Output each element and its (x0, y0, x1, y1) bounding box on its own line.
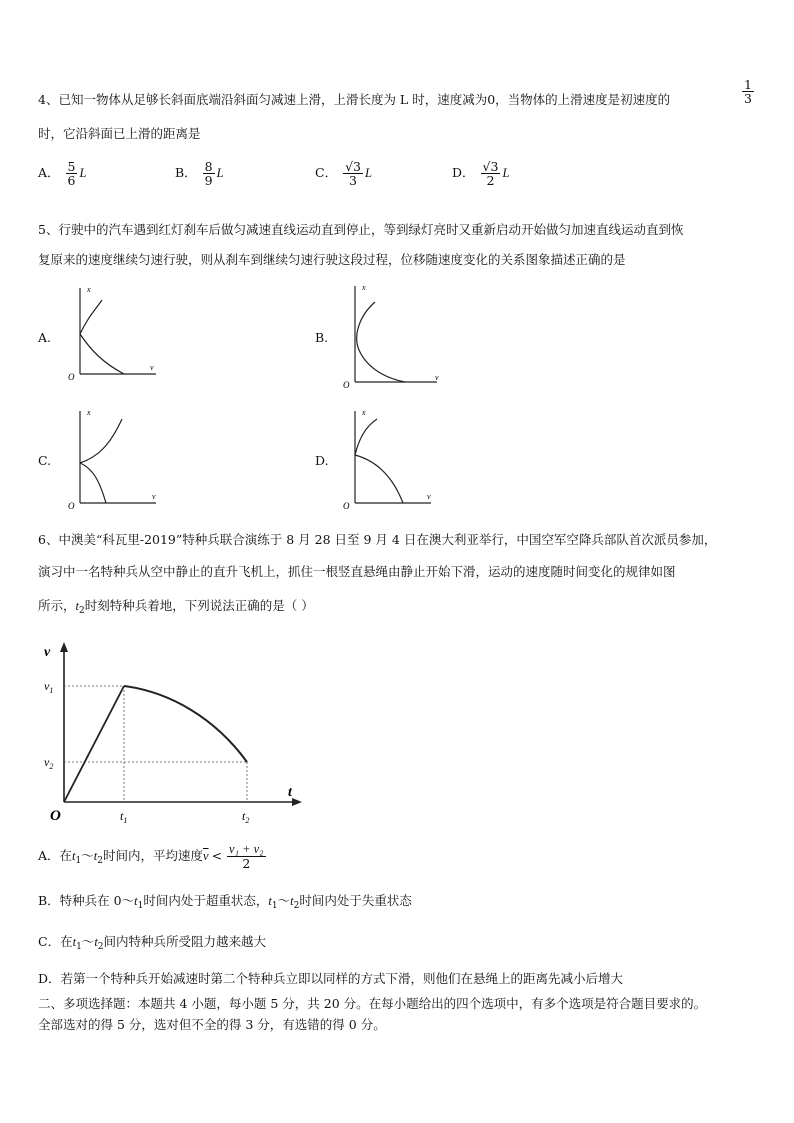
option-num: 5 (67, 159, 76, 174)
origin-label: O (343, 380, 350, 390)
frac-den: 2 (242, 856, 251, 872)
q5-graph-a (60, 282, 170, 382)
q6-stem-3 (38, 596, 314, 616)
q5-stem-2: 复原来的速度继续匀速行驶，则从刹车到继续匀速行驶这段过程，位移随速度变化的关系图象描述正确的是 (38, 252, 626, 267)
q4-frac-num: 1 (744, 77, 752, 92)
t1-symbol: t (72, 935, 77, 949)
t2-sub: 2 (245, 816, 250, 825)
option-label: B． (175, 165, 197, 181)
stem-text: 时刻特种兵着地，下列说法正确的是（ ） (84, 598, 314, 613)
q6-option-b[interactable]: B．特种兵在 $0\sim t_1$时间内处于超重状态，$t_1\sim t_2$时间内处于失重状态 (38, 893, 412, 911)
option-den: 2 (486, 173, 495, 189)
t2-symbol: t (94, 935, 98, 949)
t1-label (120, 809, 127, 825)
q5-graph-d (335, 405, 445, 510)
t1-sub: 1 (75, 856, 82, 867)
option-tail: L (364, 166, 372, 181)
t1-sub: 1 (76, 942, 82, 952)
t1-symbol: t (268, 894, 272, 908)
section2-line-2: 全部选对的得 5 分，选对但不全的得 3 分，有选错的得 0 分。 (38, 1017, 386, 1032)
v1-symbol: v (44, 679, 50, 693)
t1-sub: 1 (123, 816, 128, 825)
x-axis-label: v (435, 373, 439, 382)
average-v-symbol: $\overline{v}$ (203, 849, 209, 864)
option-text: B．特种兵在 0～ (38, 893, 135, 908)
q4-frac-den: 3 (744, 91, 752, 107)
t1-sub: 1 (271, 901, 278, 911)
v2-symbol: v (44, 755, 50, 769)
less-than-sign: < (211, 848, 223, 864)
q4-stem-2: 时，它沿斜面已上滑的距离是 (38, 126, 201, 141)
x-axis-label: v (152, 492, 156, 501)
q4-text: 4、已知一物体从足够长斜面底端沿斜面匀减速上滑，上滑长度为 L 时，速度减为0，当物体的上滑速度是初速度的 (38, 92, 671, 107)
q5-stem-1: 5、行驶中的汽车遇到红灯刹车后做匀减速直线运动直到停止，等到绿灯亮时又重新启动开始做匀加速直线运动直到恢 (38, 222, 684, 237)
q5-option-d-label[interactable]: D. (315, 453, 329, 468)
q6-option-c[interactable]: C．在$t_1\sim t_2$间内特种兵所受阻力越来越大 (38, 934, 267, 952)
y-axis-label: x (362, 283, 366, 292)
option-num: 8 (204, 159, 213, 174)
v1-sub: 1 (49, 686, 54, 695)
v-axis-label: v (44, 645, 51, 660)
option-tail: L (216, 166, 224, 181)
t-axis-label: t (288, 785, 292, 800)
option-den: 3 (349, 173, 357, 189)
option-text: C．在 (38, 934, 73, 949)
t1-symbol: t (134, 894, 138, 908)
option-tail: L (502, 166, 510, 181)
t2-sub: 2 (97, 856, 103, 867)
q6-option-a[interactable]: A．在$t_1\sim t_2$时间内，平均速度$\overline{v}$ < $\frac{\text{v₁ + v₂}}{2}$ (38, 842, 264, 872)
section2-line-1: 二、多项选择题：本题共 4 小题，每小题 5 分，共 20 分。在每小题给出的四个选项中，有多个选项是符合题目要求的。 (38, 996, 707, 1011)
option-tail: L (79, 166, 87, 181)
v2-label (44, 755, 53, 771)
option-label: D． (452, 165, 475, 181)
q4-option-c[interactable] (315, 160, 372, 187)
option-den: 9 (204, 173, 213, 189)
t2-sub: 2 (79, 606, 85, 616)
q6-stem-1: 6、中澳美“科瓦里-2019”特种兵联合演练于 8 月 28 日至 9 月 4 日在澳大利亚举行，中国空军空降兵部队首次派员参加， (38, 532, 717, 547)
option-den: 6 (67, 173, 76, 189)
y-axis-label: x (87, 285, 91, 294)
option-num: √3 (482, 159, 499, 174)
origin-label: O (68, 372, 75, 382)
q6-velocity-time-graph (40, 640, 310, 825)
x-axis-label: v (150, 363, 154, 372)
q5-graph-b (335, 280, 450, 390)
y-axis-label: x (362, 408, 366, 417)
t2-sub: 2 (97, 942, 104, 952)
q5-option-a-label[interactable]: A. (38, 330, 52, 345)
t2-symbol: t (290, 894, 294, 908)
option-label: C． (315, 165, 338, 181)
option-text: 时间内处于失重状态 (299, 893, 412, 908)
frac-num: v₁ + v₂ (229, 842, 264, 856)
v1-label (44, 679, 53, 695)
t2-symbol: t (242, 809, 246, 823)
t1-symbol: t (120, 809, 124, 823)
option-text: 间内特种兵所受阻力越来越大 (103, 934, 267, 949)
q5-graph-c (60, 405, 170, 510)
t2-symbol: t (93, 849, 98, 864)
option-label: A． (38, 165, 60, 181)
option-text: 时间内处于超重状态， (143, 893, 269, 908)
option-text: A．在 (38, 848, 73, 864)
y-axis-label: x (87, 408, 91, 417)
origin-label: O (50, 808, 61, 824)
q4-fraction (740, 78, 756, 105)
q4-stem (38, 90, 670, 108)
x-axis-label: v (427, 492, 431, 501)
t1-sub: 1 (137, 901, 144, 911)
t2-label (242, 809, 249, 825)
q5-option-c-label[interactable]: C. (38, 453, 52, 468)
origin-label: O (68, 501, 75, 510)
origin-label: O (343, 501, 350, 510)
v2-sub: 2 (49, 762, 54, 771)
q5-option-b-label[interactable]: B. (315, 330, 329, 345)
option-text: 时间内，平均速度 (102, 848, 203, 864)
q6-stem-2: 演习中一名特种兵从空中静止的直升飞机上，抓住一根竖直悬绳由静止开始下滑，运动的速度随时间变化的规律如图 (38, 564, 676, 579)
q4-option-b[interactable] (175, 160, 224, 187)
t2-sub: 2 (293, 901, 300, 911)
q4-option-a[interactable] (38, 160, 86, 187)
t1-symbol: t (72, 849, 76, 864)
q4-option-d[interactable] (452, 160, 509, 187)
option-num: √3 (345, 159, 361, 174)
t2-symbol: t (75, 599, 79, 613)
q6-option-d[interactable]: D．若第一个特种兵开始减速时第二个特种兵立即以同样的方式下滑，则他们在悬绳上的距离先减小后增大 (38, 971, 624, 986)
stem-text: 所示， (38, 598, 76, 613)
